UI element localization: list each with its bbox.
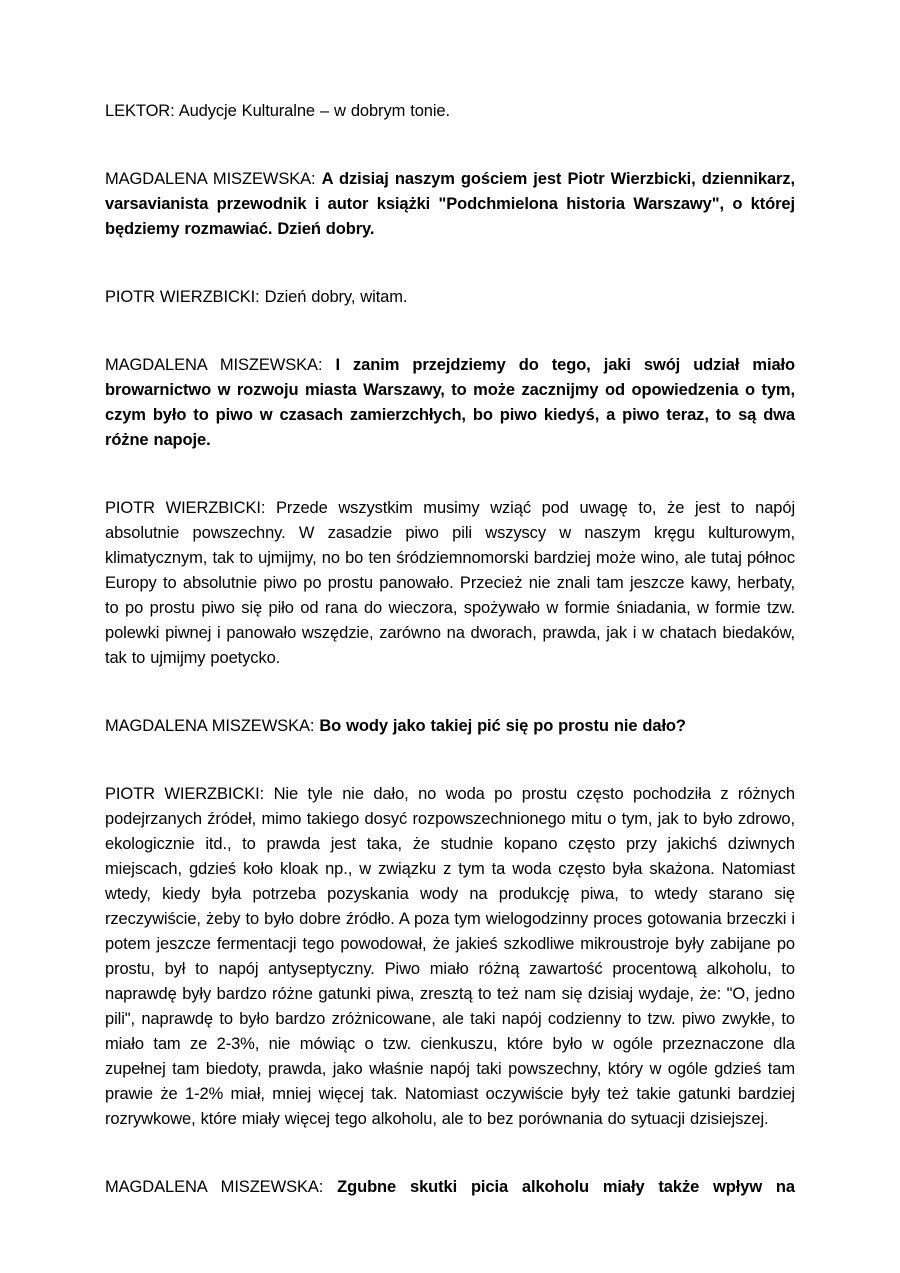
transcript-paragraph xyxy=(105,1175,795,1200)
transcript-paragraph xyxy=(105,782,795,1132)
speaker-name: PIOTR WIERZBICKI: xyxy=(105,288,265,306)
speaker-name: PIOTR WIERZBICKI: xyxy=(105,785,274,803)
speech-text: A dzisiaj naszym gościem jest Piotr Wierzbicki, dziennikarz, varsavianista przewodnik i autor książki "Podchmielona historia Warszawy", o której będziemy rozmawiać. Dzień dobry. xyxy=(105,170,795,238)
speaker-name: MAGDALENA MISZEWSKA: xyxy=(105,717,320,735)
speaker-name: MAGDALENA MISZEWSKA: xyxy=(105,356,336,374)
speech-text: Przede wszystkim musimy wziąć pod uwagę to, że jest to napój absolutnie powszechny. W zasadzie piwo pili wszyscy w naszym kręgu kulturowym, klimatycznym, tak to ujmijmy, no bo ten śródziemnomorski bardziej może wino, ale tutaj północ Europy to absolutnie piwo po prostu panowało. Przecież nie znali tam jeszcze kawy, herbaty, to po prostu piwo się piło od rana do wieczora, spożywało w formie śniadania, w formie tzw. polewki piwnej i panowało wszędzie, zarówno na dworach, prawda, jak i w chatach biedaków, tak to ujmijmy poetycko. xyxy=(105,499,796,667)
speech-text: Bo wody jako takiej pić się po prostu nie dało? xyxy=(319,717,686,735)
transcript-paragraph xyxy=(105,167,795,242)
speaker-name: MAGDALENA MISZEWSKA: xyxy=(105,170,322,188)
speech-text: Dzień dobry, witam. xyxy=(264,288,408,306)
transcript xyxy=(105,99,795,1200)
speaker-name: PIOTR WIERZBICKI: xyxy=(105,499,277,517)
transcript-paragraph xyxy=(105,99,795,124)
transcript-paragraph xyxy=(105,285,795,310)
transcript-paragraph xyxy=(105,496,795,671)
speech-text: Nie tyle nie dało, no woda po prostu często pochodziła z różnych podejrzanych źródeł, mimo takiego dosyć rozpowszechnionego mitu o tym, jak to było zdrowo, ekologicznie itd., to prawda jest taka, że studnie kopano często przy jakichś dziwnych miejscach, gdzieś koło kloak np., w związku z tym ta woda często była skażona. Natomiast wtedy, kiedy była potrzeba pozyskania wody na produkcję piwa, to wtedy starano się rzeczywiście, żeby to było dobre źródło. A poza tym wielogodzinny proces gotowania brzeczki i potem jeszcze fermentacji tego powodował, że jakieś szkodliwe mikroustroje były zabijane po prostu, był to napój antyseptyczny. Piwo miało różną zawartość procentową alkoholu, to naprawdę były bardzo różne gatunki piwa, zresztą to też nam się dzisiaj wydaje, że: "O, jedno pili", naprawdę to było bardzo zróżnicowane, ale taki napój codzienny to tzw. piwo zwykłe, to miało tam ze 2-3%, nie mówiąc o tzw. cienkuszu, które było w ogóle przeznaczone dla zupełnej tam biedoty, prawda, jako właśnie napój taki powszechny, który w ogóle gdzieś tam prawie że 1-2% miał, mniej więcej tak. Natomiast oczywiście były też takie gatunki bardziej rozrywkowe, które miały więcej tego alkoholu, ale to bez porównania do sytuacji dzisiejszej. xyxy=(105,785,796,1128)
speech-text: Audycje Kulturalne – w dobrym tonie. xyxy=(178,102,450,120)
transcript-paragraph xyxy=(105,714,795,739)
speaker-name: LEKTOR: xyxy=(105,102,179,120)
speech-text: Zgubne skutki picia alkoholu miały także wpływ na xyxy=(337,1178,795,1196)
speaker-name: MAGDALENA MISZEWSKA: xyxy=(105,1178,338,1196)
speech-text: I zanim przejdziemy do tego, jaki swój udział miało browarnictwo w rozwoju miasta Warszawy, to może zacznijmy od opowiedzenia o tym, czym było to piwo w czasach zamierzchłych, bo piwo kiedyś, a piwo teraz, to są dwa różne napoje. xyxy=(105,356,796,449)
transcript-paragraph xyxy=(105,353,795,453)
